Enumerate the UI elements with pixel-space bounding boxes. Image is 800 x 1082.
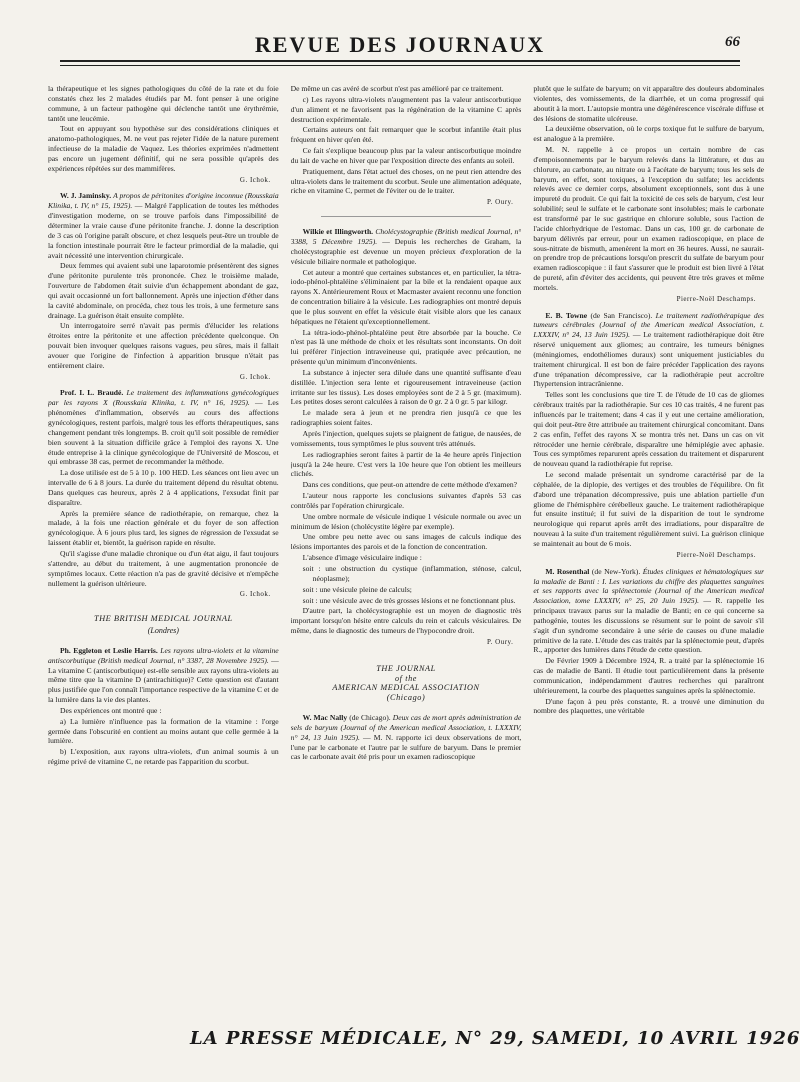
paragraph: Qu'il s'agisse d'une maladie chronique ou d'un état aigu, il faut toujours s'attendre, au début du traitement, à une augmentation prononcée de symptômes locaux. Cette réaction n'a pas de gravité décisive et n'empêche nullement la guérison ultérieure. — [48, 548, 279, 588]
paragraph: b) L'exposition, aux rayons ultra-violets, d'un animal soumis à un régime privé de vitamine C, ne retarde pas l'apparition du scorbut. — [48, 747, 279, 767]
paragraph: Telles sont les conclusions que tire T. de l'étude de 10 cas de gliomes cérébraux traités par la radiothérapie. Sur ces 10 cas traités, 4 ne furent pas influencés par le traitement; dans 4 cas il y eut une certaine amélioration, qui doit peut-être être attribuée au traitement chirurgical concomitant. Dans 2 cas enfin, l'effet des rayons X se montra très net. Dans un cas on vit rétrocéder une hernie cérébrale, disparaître une hémiplégie avec aphasie. Tous ces symptômes reparurent après cessation du traitement et disparurent de nouveau quand la radiothérapie fut reprise. — [533, 390, 765, 469]
paragraph: Cet auteur a montré que certaines substances et, en particulier, la tétra-iodo-phénol-phtaléine s'éliminaient par la bile et la rendaient opaque aux rayons X. Antérieurement Roux et Macmaster avaient reconnu une fonction de concentration biliaire à la vésicule. Les radiographies ont montré depuis que le plus souvent en effet la vésicule était visible alors que les canaux hépatiques ne l'étaient qu'exceptionnellement. — [290, 267, 522, 326]
paragraph: plutôt que le sulfate de baryum; on vit apparaître des douleurs abdominales violentes, des vomissements, de la diarrhée, et un coma progressif qui aboutit à la mort. L'autopsie montra une dégénérescence viscérale diffuse et des lésions de stomatite ulcéreuse. — [533, 84, 765, 123]
journal-section-title: REVUE DES JOURNAUX — [254, 32, 546, 57]
article-reference: (Journal of the American medical Association, t. LXXXIV, n° 24, 13 Juin 1925). — [290, 722, 522, 742]
article-title: A propos de péritonites d'origine inconnue — [113, 191, 243, 201]
paragraph: Un interrogatoire serré n'avait pas permis d'élucider les relations étroites entre la péritonite et une affection précédente quelconque. On pouvait bien invoquer quelques raisons vagues, peu sûres, mais il fallait avouer que l'origine de l'infection à apparition brusque n'était pas entièrement claire. — [48, 321, 279, 370]
paragraph: Après l'injection, quelques sujets se plaignent de fatigue, de nausées, de vomissements, tous symptômes le plus souvent très atténués. — [290, 429, 522, 448]
article-text: — R. rappelle les principaux travaux parus sur la maladie de Banti; en ce qui concerne sa pathogénie, toutes les discussions se résument sur le point de savoir s'il s'agit d'un syndrome secondaire à une série de causes ou d'une maladie primitive de la rate. L'étude des cas traités par la splénectomie peut, d'après R., apporter des lumières dans l'étude de cette question. — [533, 596, 765, 655]
article-columns — [48, 84, 764, 1019]
article-author: M. Rosenthal — [545, 566, 590, 576]
paragraph: Certains auteurs ont fait remarquer que le scorbut infantile était plus fréquent en hiver qu'en été. — [290, 125, 522, 145]
article-reference: (British medical Journal, n° 3387, 28 Novembre 1925). — [97, 655, 269, 665]
article-heading — [291, 227, 522, 266]
article-title: Le traitement des inflammations gynécologiques par les rayons X — [48, 388, 279, 408]
article-title: Deux cas de mort après administration de sels de baryum — [290, 713, 522, 732]
article-author: E. B. Towne — [545, 310, 588, 320]
header-rule-thin — [60, 65, 740, 66]
paragraph: Ce fait s'explique beaucoup plus par la valeur antiscorbutique moindre du lait de vache en hiver que par l'exposition directe des enfants au soleil. — [290, 146, 522, 165]
article-text: — M. N. rapporte ici deux observations de mort, l'une par le carbonate et l'autre par le sulfure de baryum. Dans le premier cas le carbonate avait été pris pour un examen radioscopique — [290, 732, 522, 762]
article-reference: (Journal of the American medical Association, tome LXXXIV, n° 25, 20 Juin 1925). — [533, 586, 765, 606]
author-signature: G. Ichok. — [239, 372, 271, 381]
journal-section-heading: THE JOURNAL — [376, 663, 436, 673]
author-signature: G. Ichok. — [239, 175, 271, 184]
paragraph: la thérapeutique et les signes pathologiques du côté de la rate et du foie constatés chez les 2 malades étudiés par M. font penser à une origine commune, à un facteur pathogène qui déclenche tantôt une érythrémie, tantôt une leucémie. — [48, 84, 279, 123]
column-middle — [291, 84, 522, 1019]
paragraph: Deux femmes qui avaient subi une laparotomie présentèrent des signes d'une péritonite purulente très prononcée. Chez le troisième malade, l'ouverture de l'abdomen était suivie d'un échappement abondant de gaz, qui avait occasionné un fort ballonnement. Après une injection d'éther dans la cavité abdominale, on procéda, chez tous les trois, à une fermeture sans drainage. La guérison était ensuite complète. — [48, 261, 279, 320]
paragraph: La tétra-iodo-phénol-phtaléine peut être absorbée par la bouche. Ce n'est pas là une méthode de choix et les résultats sont inconstants. On doit lui préférer l'injection intraveineuse qui, pratiquée avec précaution, ne présente qu'un minimum d'inconvénients. — [290, 327, 522, 367]
paragraph: c) Les rayons ultra-violets n'augmentent pas la valeur antiscorbutique d'un aliment et ne favorisent pas la régénération de la vitamine C après destruction expérimentale. — [290, 94, 522, 124]
article-heading — [533, 567, 764, 656]
author-signature: Pierre-Noël Deschamps. — [676, 294, 757, 303]
paragraph: M. N. rappelle à ce propos un certain nombre de cas d'empoisonnements par le baryum relevés dans la littérature, et dus au chlorure, au carbonate, au nitrate ou à l'acétate de baryum; tous les sels de baryum, en effet, sont toxiques, à l'exception du sulfate; les accidents relevés avec ce dernier corps, absolument exceptionnels, sont dus à une impureté du produit. Ce qui fait la toxicité de ces sels de baryum, c'est leur solubilité; seul le sulfate et le carbonate sont insolubles; mais le carbonate est transformé par le suc gastrique en chlorure soluble, sous l'action de l'acide chlorhydrique de l'estomac. Dans un cas, 100 gr. de carbonate de baryum délivrés par erreur, pour un examen radioscopique, en place de sous-nitrate de bismuth, amenèrent la mort en 36 heures. Aussi, ne saurait-on prendre trop de précautions lorsqu'on prescrit du sulfate de baryum pour examen radioscopique : il faut s'assurer que le produit est bien livré à l'état de pureté, afin d'éviter des accidents, qui peuvent être très graves et même mortels. — [533, 145, 765, 292]
article-text: — Malgré l'application de toutes les méthodes d'investigation moderne, on se trouve parfois dans l'impossibilité de déterminer la vraie cause d'une péritonite franche. J. donne la description de 3 cas où l'origine paraît obscure, et chez lesquels peut-être un trouble de la fonction intestinale pourrait être le facteur primordial de la maladie, qui avait nécessité une intervention chirurgicale. — [48, 201, 279, 260]
paragraph: a) La lumière n'influence pas la formation de la vitamine : l'orge germée dans l'obscurité en contient au moins autant que celle germée à la lumière. — [48, 716, 279, 746]
article-author: Wilkie et Illingworth. — [302, 227, 374, 237]
column-right — [533, 84, 764, 1019]
paragraph: La substance à injecter sera diluée dans une quantité suffisante d'eau distillée. L'injection sera lente et rigoureusement intraveineuse (action irritante sur les tissus). Les doses employées sont de 2 à 5 gr. (maximum). Les petites doses seront calculées à raison de 0 gr. 2 à 0 gr. 5 par kilogr. — [290, 367, 522, 407]
journal-section-heading: AMERICAN MEDICAL ASSOCIATION — [332, 683, 480, 693]
article-author-location: (de San Francisco). — [590, 310, 653, 320]
article-heading — [48, 191, 279, 260]
article-reference: (Rousskaia Klinika, t. IV, n° 16, 1925). — [112, 398, 250, 408]
article-title: Les rayons ultra-violets et la vitamine antiscorbutique — [48, 645, 279, 665]
paragraph: Après la première séance de radiothérapie, on remarque, chez la malade, à la fois une réaction générale et du foyer de son affection gynécologique. À 6 jours plus tard, les signes de régression de l'exsudat se laissent établir et, bientôt, la guérison rapide en résulte. — [48, 508, 279, 548]
author-signature: P. Oury. — [487, 198, 514, 207]
article-heading — [48, 388, 279, 467]
article-author-location: (de Chicago). — [349, 713, 391, 723]
paragraph: D'autre part, la cholécystographie est un moyen de diagnostic très important lorsqu'on hésite entre calculs du rein et calculs vésiculaires. De même, dans le diagnostic des tumeurs de l'hypocondre droit. — [290, 606, 522, 636]
article-text: — Depuis les recherches de Graham, la cholécystographie est devenue un moyen précieux d'exploration de la vésicule biliaire normale et pathologique. — [290, 236, 522, 266]
article-heading — [533, 311, 764, 390]
page-footer: LA PRESSE MÉDICALE, N° 29, SAMEDI, 10 AVRIL 1926 — [190, 1028, 800, 1049]
article-author: W. Mac Nally — [302, 713, 348, 723]
page-header — [60, 20, 740, 62]
journal-section-heading: THE BRITISH MEDICAL JOURNAL — [93, 614, 233, 624]
article-heading — [48, 646, 279, 705]
article-author: W. J. Jaminsky. — [60, 191, 112, 201]
paragraph: La deuxième observation, où le corps toxique fut le sulfure de baryum, est analogue à la première. — [533, 124, 765, 144]
paragraph: Des expériences ont montré que : — [60, 705, 162, 715]
article-heading — [291, 713, 522, 762]
paragraph: Dans ces conditions, que peut-on attendre de cette méthode d'examen? — [302, 480, 518, 490]
paragraph: Tout en appuyant sou hypothèse sur des considérations cliniques et anatomo-pathologiques, M. ne veut pas rejeter l'idée de la nature purement infectieuse de la maladie de Vaquez. Les théories exprimées n'admettent pas encore un jugement définitif, qui ne sera possible qu'après des expériences répétées sur des mammifères. — [48, 124, 279, 173]
paragraph: De même un cas avéré de scorbut n'est pas amélioré par ce traitement. — [290, 84, 504, 93]
author-signature: Pierre-Noël Deschamps. — [676, 550, 757, 559]
page-number: 66 — [725, 34, 740, 50]
paragraph: Le second malade présentait un syndrome caractérisé par de la céphalée, de la diplopie, des vertiges et des troubles de l'équilibre. On fit d'abord une trépanation décompressive, puis une ablation partielle d'un gliome de l'hémisphère cérébelleux gauche. Le traitement radiothérapique fut ensuite institué; il fut suivi de la disparition de tout le syndrome neurologique qui reparut après arrêt des irradiations, pour disparaître de nouveau à la suite d'un traitement régulièrement suivi. La guérison clinique se maintenait au bout de 6 mois. — [533, 470, 765, 548]
header-rule — [60, 60, 740, 62]
article-author: Ph. Eggleton et Leslie Harris. — [60, 645, 158, 655]
article-title: Études cliniques et hématologiques sur la maladie de Banti : I. Les variations du chiffre des plaquettes sanguines et ses rapports avec la splénectomie — [533, 566, 765, 596]
author-signature: P. Oury. — [487, 637, 514, 646]
article-divider — [321, 216, 492, 217]
list-item: soit : une vésicule pleine de calculs; — [302, 584, 412, 594]
list-item: soit : une obstruction du cystique (inflammation, sténose, calcul, néoplasme); — [302, 563, 522, 583]
section-spacer — [291, 654, 522, 664]
article-reference: (British medical Journal, n° 3388, 5 Décembre 1925). — [290, 227, 522, 246]
article-text: — Les phénomènes d'inflammation, observés au cours des affections gynécologiques, restent parfois, malgré tous les efforts thérapeutiques, sans changement pendant très longtemps. B. croit qu'il soit possible de remédier bien souvent à la situation difficile grâce à l'emploi des rayons X. Une étude entreprise à la clinique gynécologique de l'Université de Moscou, et qui embrasse 38 cas, permet de recommander la méthode. — [48, 398, 279, 467]
paragraph: Le malade sera à jeun et ne prendra rien jusqu'à ce que les radiographies soient faites. — [290, 408, 522, 428]
article-text: — La vitamine C (antiscorbutique) est-elle sensible aux rayons ultra-violets au même titre que la vitamine D (antirachitique)? Cette question est d'autant plus justifiée que l'on connaît l'importance respective de la vitamine C et de la lumière dans la vie des plantes. — [48, 655, 279, 705]
paragraph: D'une façon à peu près constante, R. a trouvé une diminution du nombre des plaquettes, une véritable — [533, 696, 765, 716]
article-title: Le traitement radiothérapique des tumeurs cérébrales — [533, 310, 765, 330]
paragraph: Pratiquement, dans l'état actuel des choses, on ne peut rien attendre des ultra-violets dans le traitement du scorbut. Seule une alimentation adéquate, riche en vitamine C, permet de l'éviter ou de le traiter. — [290, 166, 522, 196]
journal-section-city: (Londres) — [147, 626, 179, 636]
article-text: — Le traitement radiothérapique doit être réservé uniquement aux gliomes; au contraire, les tumeurs bénignes (méningiomes, endothéliomes duraux) sont uniquement justiciables du traitement chirurgical. Il est bon de faire précéder l'application des rayons d'une trépanation décompressive, car la radiothérapie peut accroître l'hypertension intracrânienne. — [533, 330, 765, 389]
paragraph: De Février 1909 à Décembre 1924, R. a traité par la splénectomie 16 cas de maladie de Banti. Il étudie tout particulièrement dans la présente communication, indépendamment d'autres recherches qui paraîtront ultérieurement, la courbe des plaquettes sanguines après la splénectomie. — [533, 656, 765, 695]
paragraph: La dose utilisée est de 5 à 10 p. 100 HED. Les séances ont lieu avec un intervalle de 6 à 8 jours. La durée du traitement dépend du résultat obtenu. Dans quelques cas heureux, après 2 à 4 applications, l'exsudat finit par disparaître. — [48, 468, 279, 507]
column-left — [48, 84, 279, 1019]
journal-section-city: (Chicago) — [386, 693, 426, 703]
article-author: Prof. I. L. Braudé. — [60, 388, 124, 398]
journal-section-heading: of the — [394, 673, 418, 683]
author-signature: G. Ichok. — [239, 590, 271, 599]
paragraph: Une ombre peu nette avec ou sans images de calculs indique des lésions importantes des parois et de la fonction de concentration. — [290, 532, 522, 552]
article-reference: (Rousskaia Klinika, t. IV, n° 15, 1925). — [48, 191, 279, 211]
paragraph: L'absence d'image vésiculaire indique : — [302, 553, 422, 563]
paragraph: Les radiographies seront faites à partir de la 4e heure après l'injection jusqu'à la 24e heure. C'est vers la 10e heure que l'on obtient les meilleurs clichés. — [290, 449, 522, 479]
paragraph: Une ombre normale de vésicule indique 1 vésicule normale ou avec un minimum de lésion (cholécystite légère par exemple). — [290, 511, 522, 531]
article-title: Cholécystographie — [375, 227, 433, 237]
list-item: soit : une vésicule avec de très grosses lésions et ne fonctionnant plus. — [302, 595, 516, 605]
article-reference: (Journal of the American medical Association, t. LXXXIV, n° 24, 13 Juin 1925). — [533, 320, 765, 340]
paragraph: L'auteur nous rapporte les conclusions suivantes d'après 53 cas contrôlés par l'opération chirurgicale. — [290, 491, 522, 510]
article-author-location: (de New-York). — [591, 566, 641, 576]
